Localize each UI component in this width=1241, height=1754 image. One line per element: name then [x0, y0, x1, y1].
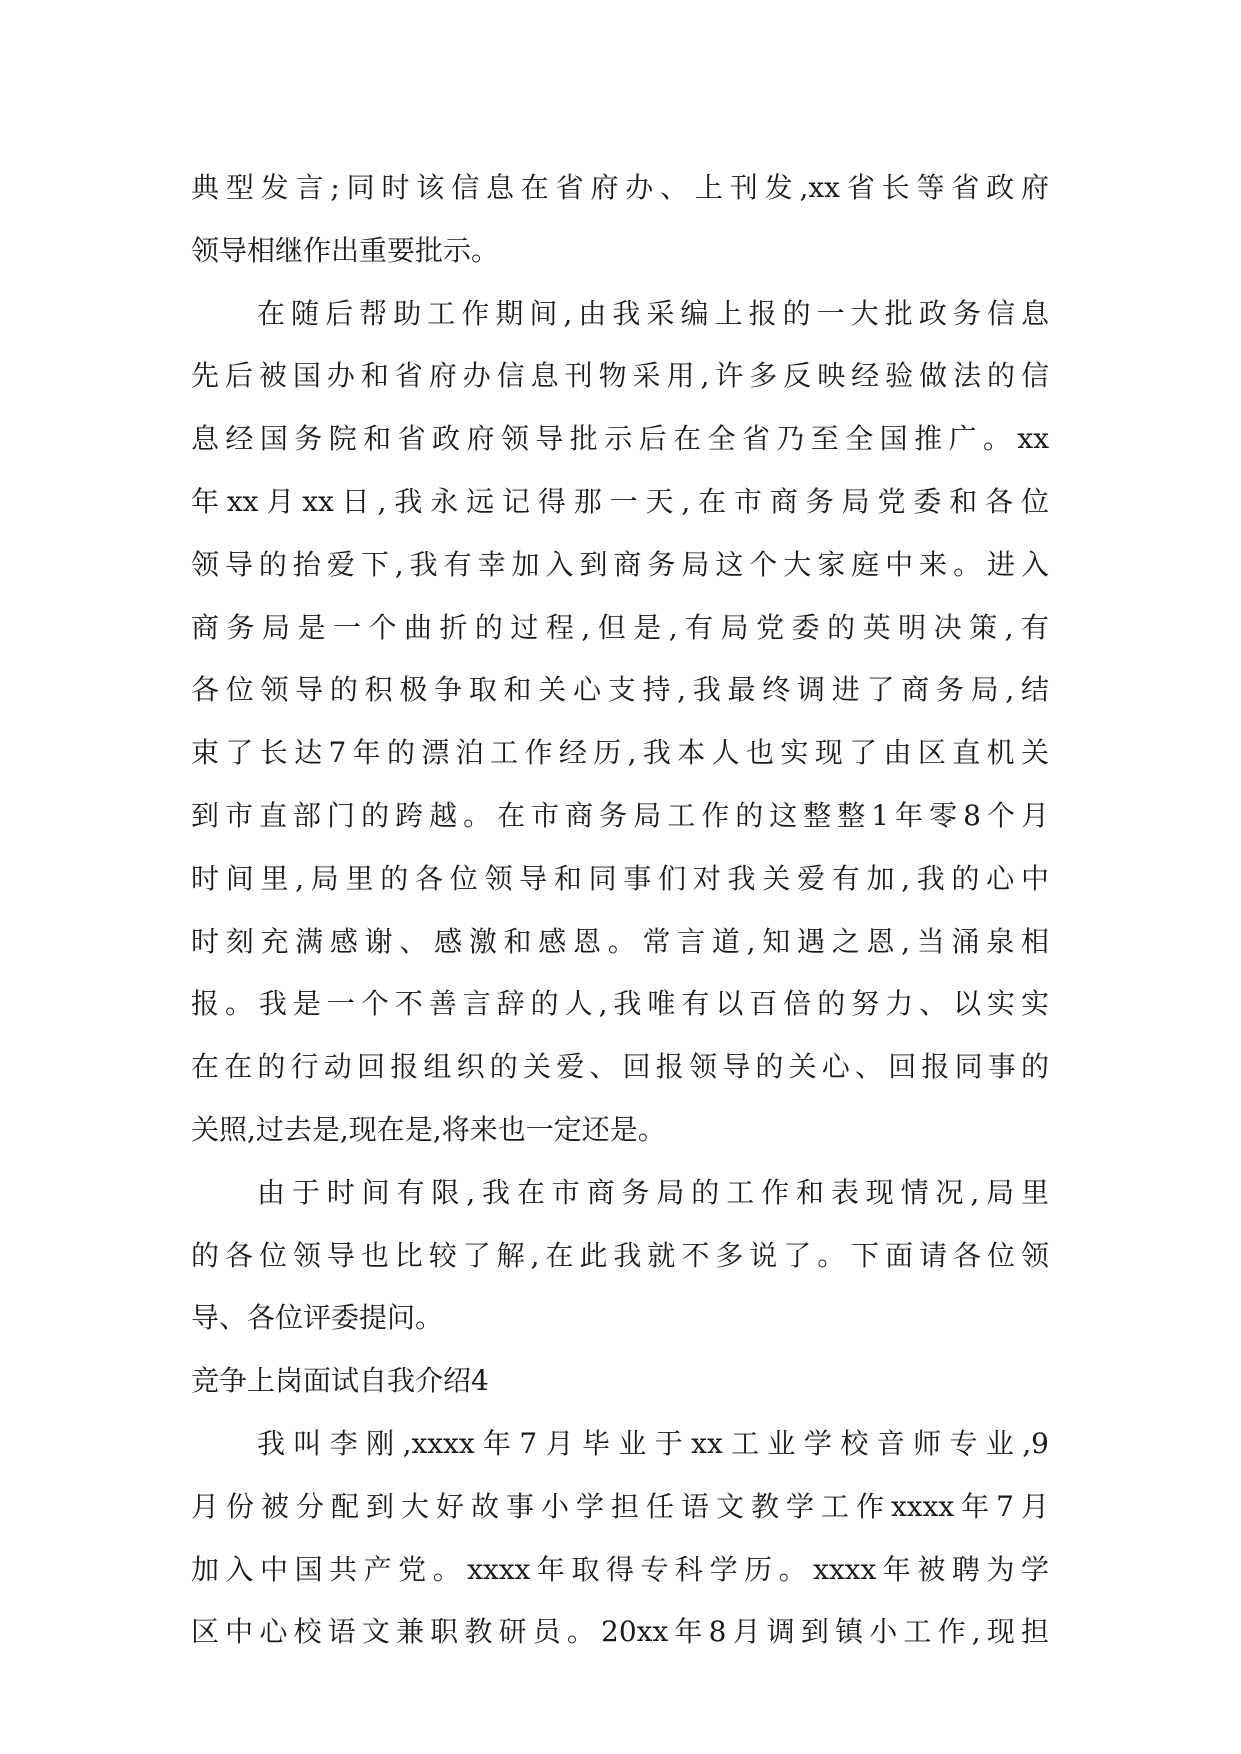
text-line: 我叫李刚,xxxx年7月毕业于xx工业学校音师专业,9 — [257, 1426, 1049, 1460]
paragraph — [191, 283, 1049, 1162]
text-line: 束了长达7年的漂泊工作经历,我本人也实现了由区直机关 — [191, 736, 1049, 770]
text-line: 时间里,局里的各位领导和同事们对我关爱有加,我的心中 — [191, 861, 1049, 895]
section-heading: 竞争上岗面试自我介绍4 — [191, 1364, 489, 1398]
text-line: 典型发言;同时该信息在省府办、上刊发,xx省长等省政府 — [191, 171, 1049, 204]
text-line: 领导的抬爱下,我有幸加入到商务局这个大家庭中来。进入 — [191, 547, 1049, 581]
text-line: 在在的行动回报组织的关爱、回报领导的关心、回报同事的 — [191, 1050, 1049, 1084]
text-line: 报。我是一个不善言辞的人,我唯有以百倍的努力、以实实 — [191, 987, 1049, 1021]
text-line: 的各位领导也比较了解,在此我就不多说了。下面请各位领 — [191, 1238, 1049, 1272]
text-line: 商务局是一个曲折的过程,但是,有局党委的英明决策,有 — [191, 610, 1049, 644]
paragraph — [191, 157, 1049, 283]
document-body — [191, 157, 1049, 1664]
text-line: 加入中国共产党。xxxx年取得专科学历。xxxx年被聘为学 — [191, 1552, 1049, 1586]
text-line: 导、各位评委提问。 — [191, 1301, 444, 1335]
text-line: 关照,过去是,现在是,将来也一定还是。 — [191, 1112, 666, 1146]
text-line: 息经国务院和省政府领导批示后在全省乃至全国推广。xx — [191, 422, 1049, 456]
text-line: 区中心校语文兼职教研员。20xx年8月调到镇小工作,现担 — [191, 1615, 1049, 1649]
text-line: 先后被国办和省府办信息刊物采用,许多反映经验做法的信 — [191, 359, 1049, 393]
paragraph — [191, 1162, 1049, 1350]
text-line: 到市直部门的跨越。在市商务局工作的这整整1年零8个月 — [191, 798, 1049, 832]
text-line: 在随后帮助工作期间,由我采编上报的一大批政务信息 — [257, 296, 1049, 330]
text-line: 由于时间有限,我在市商务局的工作和表现情况,局里 — [257, 1175, 1049, 1209]
text-line: 领导相继作出重要批示。 — [191, 233, 500, 267]
text-line: 各位领导的积极争取和关心支持,我最终调进了商务局,结 — [191, 673, 1049, 707]
text-line: 时刻充满感谢、感激和感恩。常言道,知遇之恩,当涌泉相 — [191, 924, 1049, 958]
text-line: 年xx月xx日,我永远记得那一天,在市商务局党委和各位 — [191, 484, 1049, 518]
paragraph — [191, 1413, 1049, 1664]
text-line: 月份被分配到大好故事小学担任语文教学工作xxxx年7月 — [191, 1489, 1049, 1523]
